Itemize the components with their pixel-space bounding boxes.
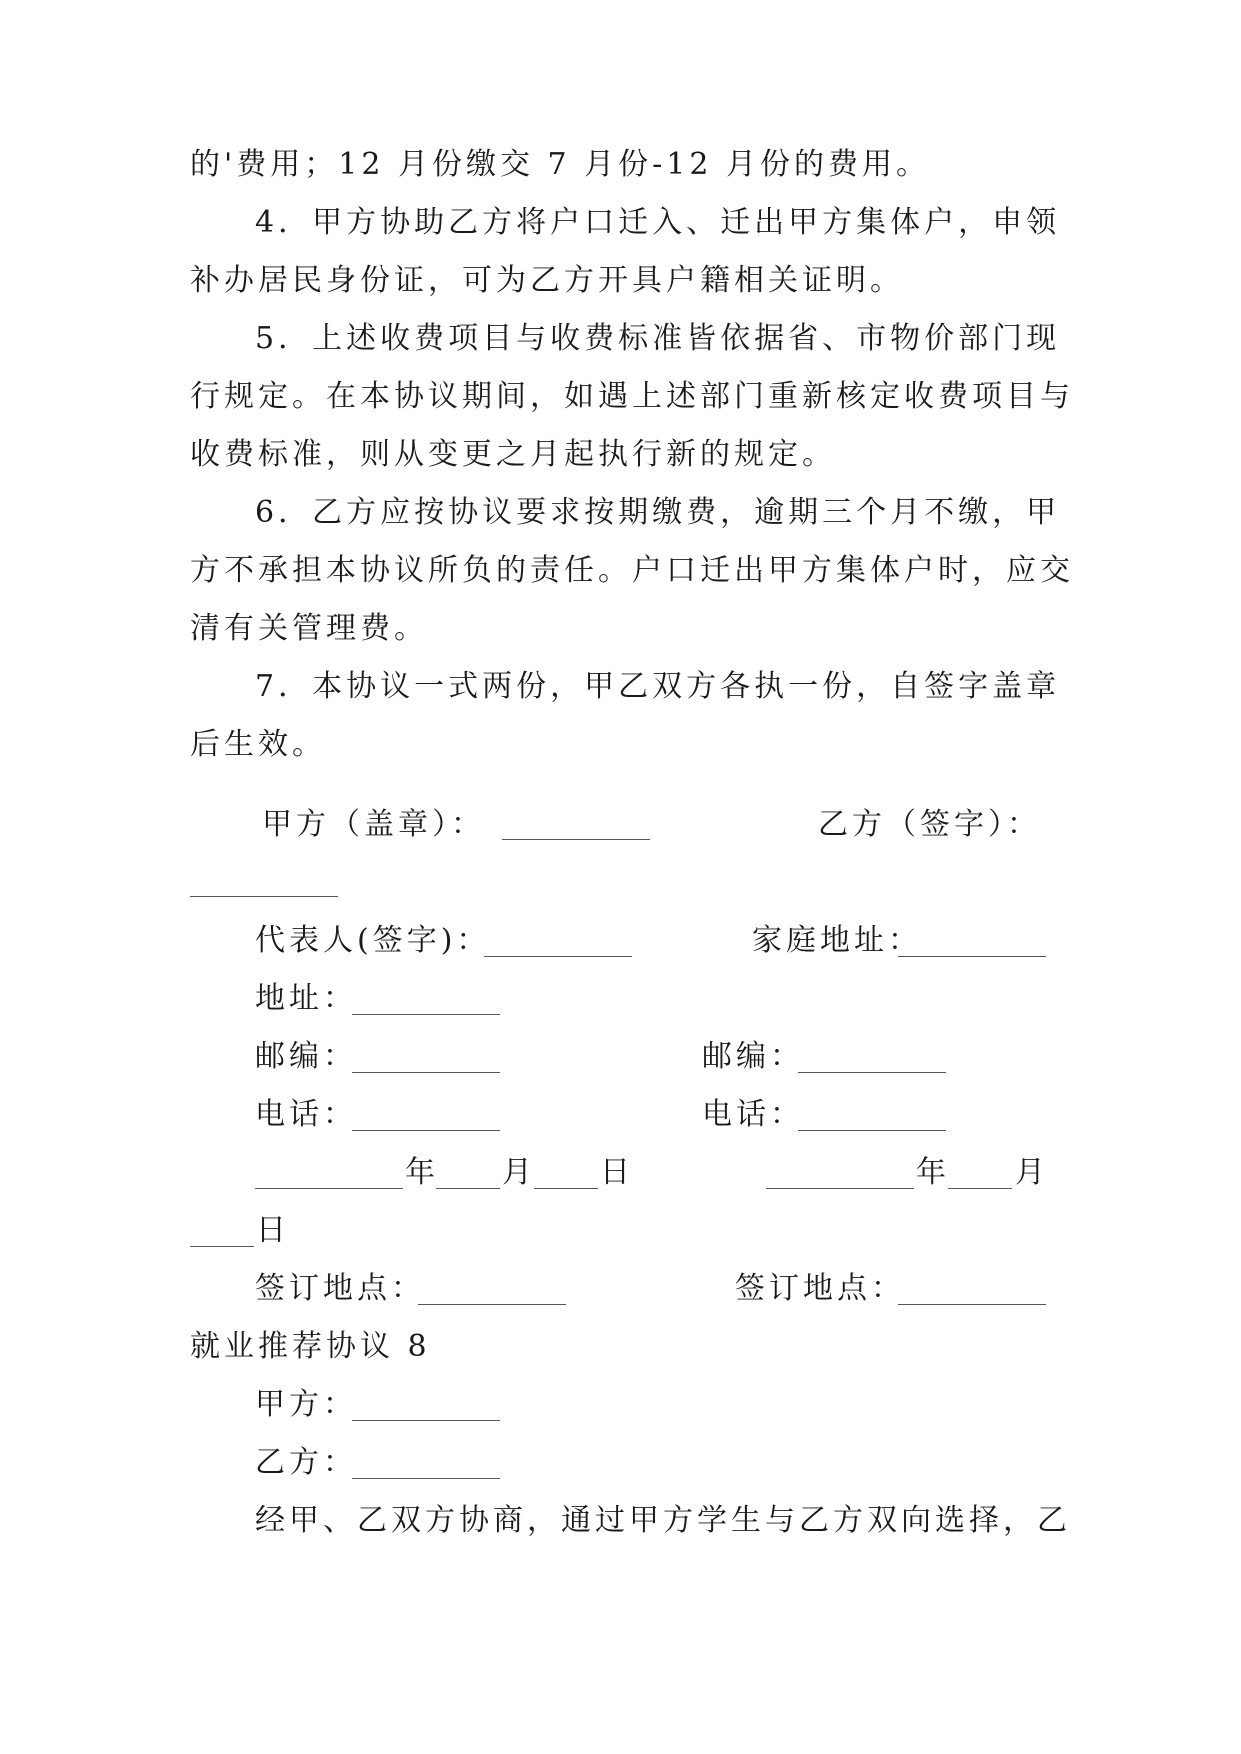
agreement-8-party-a-blank <box>352 1396 500 1421</box>
sign-place-b-label: 签订地点： <box>735 1271 905 1306</box>
date-a-month-blank <box>436 1164 500 1189</box>
date-a-year-blank <box>255 1164 403 1189</box>
postcode-a-blank <box>352 1048 500 1073</box>
rep-sign-label: 代表人(签字)： <box>255 923 491 958</box>
rep-sign-blank <box>484 932 632 957</box>
address-blank <box>352 990 500 1015</box>
party-b-sign-blank <box>190 872 338 897</box>
postcode-a-label: 邮编： <box>255 1039 357 1074</box>
party-a-seal-blank <box>502 815 650 840</box>
date-a-month-label: 月 <box>502 1155 536 1190</box>
date-b-day-label: 日 <box>256 1213 290 1248</box>
agreement-8-party-b-label: 乙方： <box>255 1445 357 1480</box>
date-b-month-blank <box>948 1164 1012 1189</box>
date-a-year-label: 年 <box>405 1155 439 1190</box>
address-label: 地址： <box>255 981 357 1016</box>
agreement-8-title: 就业推荐协议 8 <box>190 1329 431 1364</box>
clause-7-line-1: 7．本协议一式两份，甲乙双方各执一份，自签字盖章 <box>255 669 1061 704</box>
phone-a-label: 电话： <box>255 1097 357 1132</box>
date-b-month-label: 月 <box>1015 1155 1049 1190</box>
clause-5-line-3: 收费标准，则从变更之月起执行新的规定。 <box>190 437 836 472</box>
agreement-8-party-a-label: 甲方： <box>255 1387 357 1422</box>
phone-b-label: 电话： <box>702 1097 804 1132</box>
clause-5-line-2: 行规定。在本协议期间，如遇上述部门重新核定收费项目与 <box>190 379 1074 414</box>
clause-6-line-1: 6．乙方应按协议要求按期缴费，逾期三个月不缴，甲 <box>255 495 1061 530</box>
clause-7-line-2: 后生效。 <box>190 727 326 762</box>
postcode-b-label: 邮编： <box>702 1039 804 1074</box>
clause-6-line-2: 方不承担本协议所负的责任。户口迁出甲方集体户时，应交 <box>190 553 1074 588</box>
home-address-label: 家庭地址： <box>752 923 922 958</box>
party-a-seal-label: 甲方（盖章）： <box>262 807 485 842</box>
date-a-day-blank <box>534 1164 598 1189</box>
phone-b-blank <box>798 1106 946 1131</box>
date-b-day-blank <box>190 1222 254 1247</box>
body-line-1: 的'费用；12 月份缴交 7 月份-12 月份的费用。 <box>190 147 930 182</box>
clause-6-line-3: 清有关管理费。 <box>190 611 428 646</box>
clause-4-line-1: 4．甲方协助乙方将户口迁入、迁出甲方集体户，申领 <box>255 205 1061 240</box>
date-a-day-label: 日 <box>600 1155 634 1190</box>
party-b-sign-label: 乙方（签字）： <box>818 807 1041 842</box>
agreement-8-party-b-blank <box>352 1454 500 1479</box>
postcode-b-blank <box>798 1048 946 1073</box>
date-b-year-label: 年 <box>916 1155 950 1190</box>
sign-place-b-blank <box>898 1280 1046 1305</box>
sign-place-a-label: 签订地点： <box>255 1271 425 1306</box>
clause-4-line-2: 补办居民身份证，可为乙方开具户籍相关证明。 <box>190 263 904 298</box>
agreement-8-intro: 经甲、乙双方协商，通过甲方学生与乙方双向选择，乙 <box>255 1503 1071 1538</box>
home-address-blank <box>898 932 1046 957</box>
phone-a-blank <box>352 1106 500 1131</box>
sign-place-a-blank <box>418 1280 566 1305</box>
date-b-year-blank <box>766 1164 914 1189</box>
clause-5-line-1: 5．上述收费项目与收费标准皆依据省、市物价部门现 <box>255 321 1061 356</box>
